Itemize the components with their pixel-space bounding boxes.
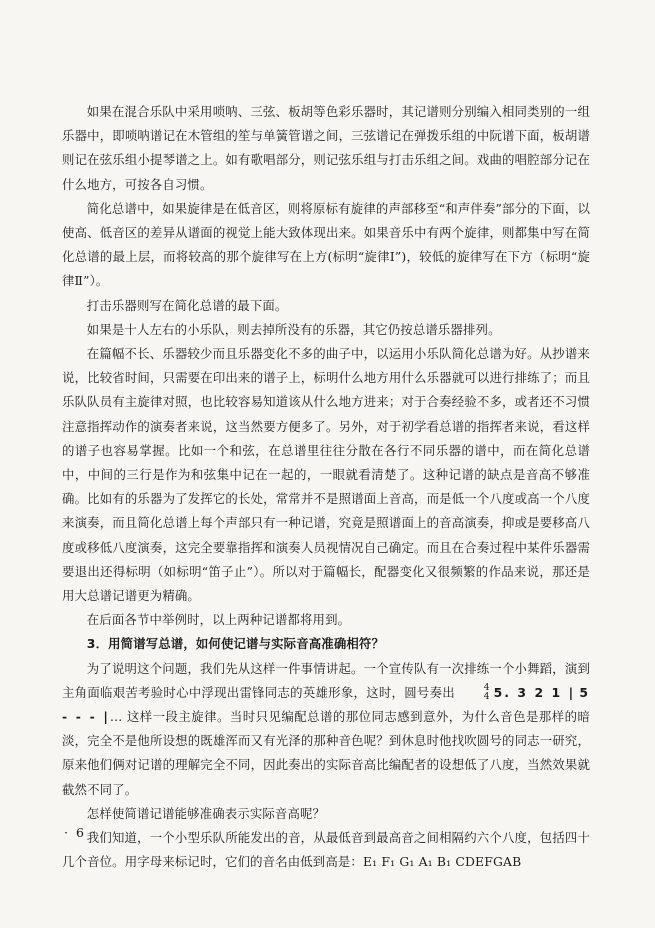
paragraph-with-notation xyxy=(62,657,590,802)
notation-line-2: 5 - - - | xyxy=(62,684,590,725)
paragraph: 简化总谱中，如果旋律是在低音区，则将原标有旋律的声部移至“和声伴奏”部分的下面，以使高、低音区的差异从谱面的视觉上能大致体现出来。如果音乐中有两个旋律，则都集中写在简化总谱的最上层，而将较高的那个旋律写在上方(标明“旋律Ⅰ”)，较低的旋律写在下方（标明“旋律Ⅱ”）。 xyxy=(62,200,590,289)
time-signature-denominator: 4 xyxy=(483,692,490,703)
paragraph: 打击乐器则写在简化总谱的最下面。 xyxy=(86,297,288,313)
notation-line-1: 5. 3 2 1 | xyxy=(493,684,576,700)
page-body xyxy=(62,100,590,875)
paragraph: 怎样使简谱记谱能够准确表示实际音高呢？ xyxy=(86,805,326,821)
paragraph: 如果是十人左右的小乐队，则去掉所没有的乐器，其它仍按总谱乐器排列。 xyxy=(86,321,501,337)
paragraph: 如果在混合乐队中采用唢呐、三弦、板胡等色彩乐器时，其记谱则分别编入相同类别的一组乐器中，即唢呐谱记在木管组的笙与单簧管谱之间，三弦谱记在弹拨乐组的中阮谱下面，板胡谱则记在弦乐组小提琴谱之上。如有歌唱部分，则记弦乐组与打击乐组之间。戏曲的唱腔部分记在什么地方，可按各自习惯。 xyxy=(62,104,590,192)
time-signature-numerator: 4 xyxy=(483,683,490,694)
section-heading: 3．用简谱写总谱，如何使记谱与实际音高准确相符？ xyxy=(86,636,385,652)
time-signature xyxy=(459,684,490,702)
page-number: · 6 · xyxy=(64,825,98,840)
paragraph: 在后面各节中举例时，以上两种记谱都将用到。 xyxy=(86,612,351,628)
paragraph-text-before: 为了说明这个问题，我们先从这样一件事情讲起。一个宣传队有一次排练一个小舞蹈，演到主角面临艰苦考验时心中浮现出雷锋同志的英雄形象，这时，圆号奏出 xyxy=(62,660,590,700)
paragraph: 在篇幅不长、乐器较少而且乐器变化不多的曲子中，以运用小乐队简化总谱为好。从抄谱来说，比较省时间，只需要在印出来的谱子上，标明什么地方用什么乐器就可以进行排练了；而且乐队队员有主旋律对照，也比较容易知道该从什么地方进来；对于合奏经验不多，或者还不习惯注意指挥动作的演奏者来说，这当然要方便多了。另外，对于初学看总谱的指挥者来说，看这样的谱子也容易掌握。比如一个和弦，在总谱里往往分散在各行不同乐器的谱中，而在简化总谱中，中间的三行是作为和弦集中记在一起的，一眼就看清楚了。这种记谱的缺点是音高不够准确。比如有的乐器为了发挥它的长处，常常并不是照谱面上音高，而是低一个八度或高一个八度来演奏，而且简化总谱上每个声部只有一种记谱，究竟是照谱面上的音高演奏，抑或是要移高八度或移低八度演奏，这完全要靠指挥和演奏人员视情况自己确定。而且在合奏过程中某件乐器需要退出还得标明（如标明“笛子止”）。所以对于篇幅长，配器变化又很频繁的作品来说，那还是用大总谱记谱更为精确。 xyxy=(62,346,590,604)
paragraph: 我们知道，一个小型乐队所能发出的音，从最低音到最高音之间相隔约六个八度，包括四十几个音位。用字母来标记时，它们的音名由低到高是：E₁ F₁ G₁ A₁ B₁ CDEFGAB xyxy=(62,830,590,870)
paragraph-text-after: … 这样一段主旋律。当时只见编配总谱的那位同志感到意外，为什么音色是那样的暗淡，完全不是他所设想的既雄浑而又有光泽的那种音色呢？到休息时他找吹圆号的同志一研究，原来他们俩对记谱的理解完全不同，因此奏出的实际音高比编配者的设想低了八度，当然效果就截然不同了。 xyxy=(62,709,590,797)
